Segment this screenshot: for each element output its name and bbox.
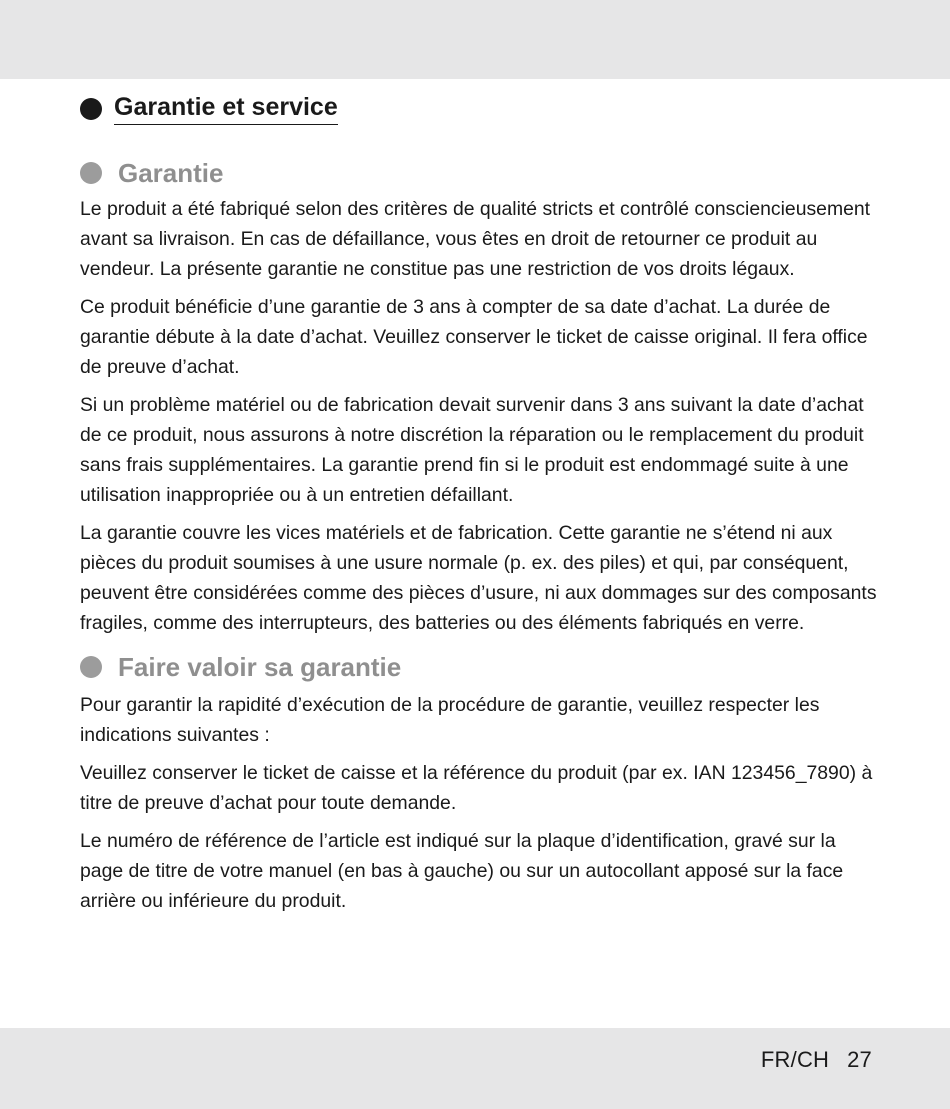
paragraph: Le numéro de référence de l’article est indiqué sur la plaque d’identification, gravé sur la page de titre de votre manuel (en bas à gauche) ou sur un autocollant apposé sur la face arrière ou inférieure du produit. xyxy=(80,830,844,912)
main-heading-title: Garantie et service xyxy=(114,93,338,125)
top-band xyxy=(0,0,950,79)
footer-locale: FR/CH xyxy=(760,1047,830,1072)
grey-bullet-icon xyxy=(80,656,102,678)
page-content xyxy=(80,90,880,924)
main-heading xyxy=(80,90,880,128)
paragraph: Pour garantir la rapidité d’exécution de la procédure de garantie, veuillez respecter les indications suivantes : xyxy=(80,694,820,746)
paragraph: Si un problème matériel ou de fabrication devait survenir dans 3 ans suivant la date d’achat de ce produit, nous assurons à notre discrétion la réparation ou le remplacement du produit sans frais supplémentaires. La garantie prend fin si le produit est endommagé suite à une utilisation inappropriée ou à un entretien défaillant. xyxy=(80,394,864,506)
paragraph: La garantie couvre les vices matériels et de fabrication. Cette garantie ne s’étend ni aux pièces du produit soumises à une usure normale (p. ex. des piles) et qui, par conséquent, peuvent être considérées comme des pièces d’usure, ni aux dommages sur des composants fragiles, comme des interrupteurs, des batteries ou des éléments fabriqués en verre. xyxy=(80,522,877,634)
page-number: 27 xyxy=(847,1047,872,1072)
paragraph: Le produit a été fabriqué selon des critères de qualité stricts et contrôlé consciencieusement avant sa livraison. En cas de défaillance, vous êtes en droit de retourner ce produit au vendeur. La présente garantie ne constitue pas une restriction de vos droits légaux. xyxy=(80,198,871,280)
section-heading-garantie xyxy=(80,158,880,188)
section-heading-faire-valoir xyxy=(80,652,880,682)
section-body-faire-valoir xyxy=(80,690,880,916)
section-heading-title: Faire valoir sa garantie xyxy=(118,652,402,682)
paragraph: Ce produit bénéficie d’une garantie de 3 ans à compter de sa date d’achat. La durée de garantie débute à la date d’achat. Veuillez conserver le ticket de caisse original. Il fera office de preuve d’achat. xyxy=(80,296,868,378)
section-body-garantie xyxy=(80,194,880,638)
grey-bullet-icon xyxy=(80,162,102,184)
paragraph: Veuillez conserver le ticket de caisse et la référence du produit (par ex. IAN 123456_7890) à titre de preuve d’achat pour toute demande. xyxy=(80,762,873,814)
dark-bullet-icon xyxy=(80,98,102,120)
section-heading-title: Garantie xyxy=(118,158,224,188)
page-footer xyxy=(761,1047,872,1073)
